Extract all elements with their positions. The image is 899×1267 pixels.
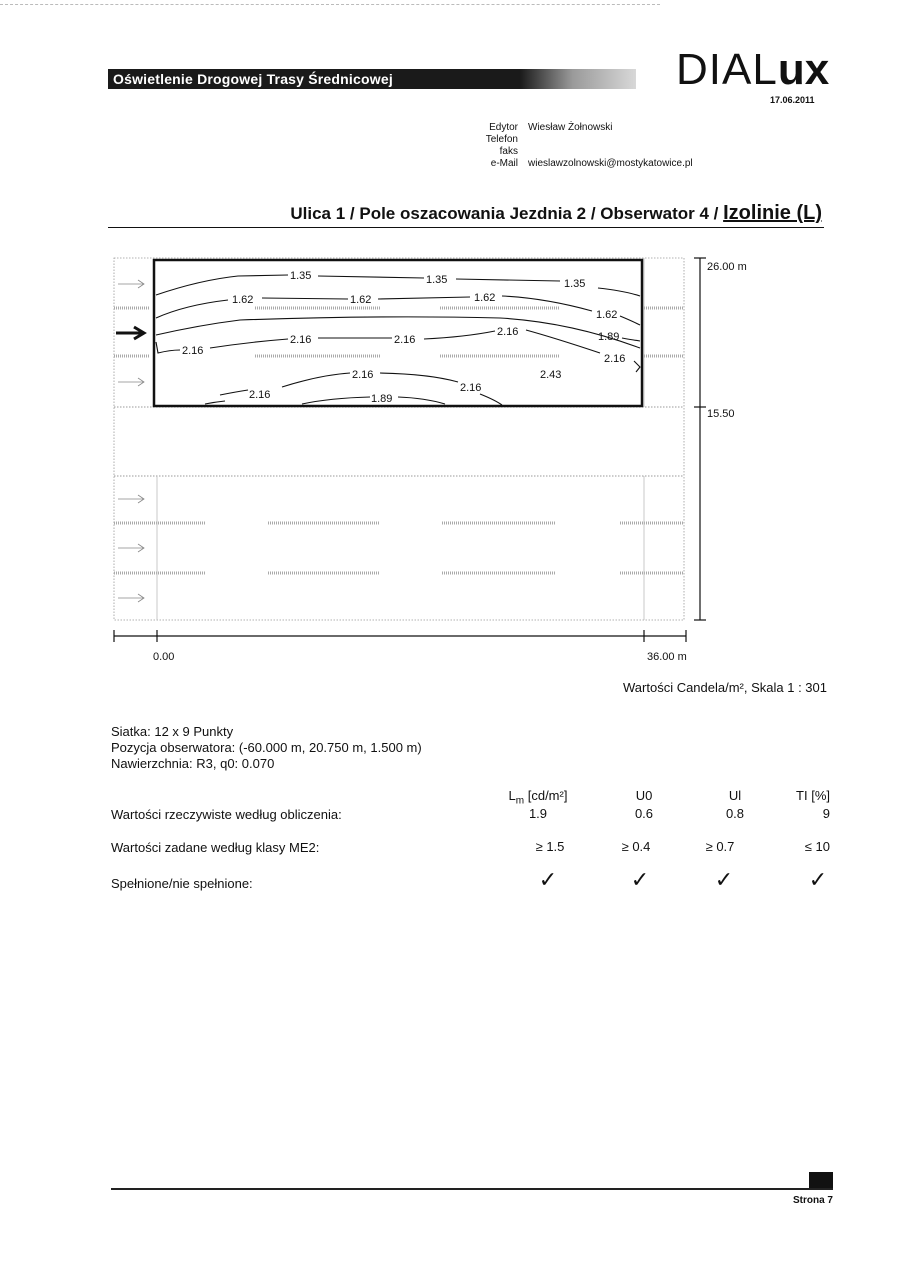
isoline-label: 2.16: [352, 369, 374, 381]
contact-label-email: e-Mail: [490, 158, 518, 169]
isoline-label: 1.62: [474, 292, 496, 304]
isoline-label: 2.16: [290, 334, 312, 346]
logo-bold-text: ux: [777, 45, 830, 94]
isoline-label: 2.16: [604, 353, 626, 365]
required-ti: ≤ 10: [804, 839, 830, 854]
section-title-main: Ulica 1 / Pole oszacowania Jezdnia 2 / Obserwator 4 /: [290, 204, 724, 223]
contact-label-editor: Edytor: [489, 122, 518, 133]
isoline-label: 1.62: [596, 309, 618, 321]
isoline-label: 2.16: [497, 326, 519, 338]
check-icon: ✓: [630, 868, 650, 893]
footer-rule: [111, 1188, 833, 1190]
contact-value-editor: Wiesław Żołnowski: [528, 122, 613, 133]
isoline-label: 2.16: [182, 345, 204, 357]
dimension-top-label: 26.00 m: [707, 261, 747, 273]
observer-direction-arrow: [116, 327, 144, 339]
required-values-label: Wartości zadane według klasy ME2:: [111, 840, 320, 855]
footer-corner-mark: [809, 1172, 833, 1188]
observer-info: Pozycja obserwatora: (-60.000 m, 20.750 m, 1.500 m): [111, 740, 422, 755]
calculation-info: [111, 724, 422, 772]
dimension-mid-label: 15.50: [707, 408, 735, 420]
required-u0: ≥ 0.4: [621, 839, 651, 854]
project-title: Oświetlenie Drogowej Trasy Średnicowej: [113, 71, 393, 87]
actual-lm: 1.9: [528, 806, 548, 821]
actual-values-label: Wartości rzeczywiste według obliczenia:: [111, 807, 342, 822]
contact-value-email: wieslawzolnowski@mostykatowice.pl: [528, 158, 693, 169]
isoline-label: 1.35: [564, 278, 586, 290]
document-date: 17.06.2011: [770, 95, 815, 105]
dimension-right-label: 36.00 m: [647, 651, 687, 663]
field-guides: [157, 258, 644, 620]
isoline-label: 1.35: [426, 274, 448, 286]
section-title-big: Izolinie (L): [723, 202, 822, 224]
isoline-label: 2.16: [394, 334, 416, 346]
required-ul: ≥ 0.7: [705, 839, 735, 854]
actual-ti: 9: [822, 806, 830, 821]
check-icon: ✓: [538, 868, 558, 893]
page-number: Strona 7: [792, 1195, 833, 1206]
isoline-label: 2.16: [460, 382, 482, 394]
actual-u0: 0.6: [634, 806, 654, 821]
contact-label-phone: Telefon: [485, 134, 518, 145]
logo-main-text: DIAL: [676, 45, 778, 94]
contact-label-fax: faks: [499, 146, 518, 157]
isoline-label: 1.62: [350, 294, 372, 306]
isoline-label: 1.62: [232, 294, 254, 306]
isoline-label: 2.16: [249, 389, 271, 401]
direction-arrows: [118, 280, 144, 602]
isoline-label: 1.89: [598, 331, 620, 343]
header-lm: $L_m$ [cd/m²]: [508, 788, 568, 807]
dimension-left-label: 0.00: [153, 651, 175, 663]
grid-info: Siatka: 12 x 9 Punkty: [111, 724, 234, 739]
header-u0: U0: [635, 788, 653, 803]
header-ti: TI [%]: [796, 788, 830, 803]
isoline-label: 1.35: [290, 270, 312, 282]
actual-ul: 0.8: [725, 806, 745, 821]
required-lm: ≥ 1.5: [535, 839, 565, 854]
check-icon: ✓: [808, 868, 828, 893]
fulfilled-label: Spełnione/nie spełnione:: [111, 876, 253, 891]
surface-info: Nawierzchnia: R3, q0: 0.070: [111, 756, 275, 771]
check-icon: ✓: [714, 868, 734, 893]
scale-note: Wartości Candela/m², Skala 1 : 301: [623, 680, 827, 695]
header-ul: Ul: [728, 788, 742, 803]
isoline-label: 1.89: [371, 393, 393, 405]
isoline-label: 2.43: [540, 369, 562, 381]
